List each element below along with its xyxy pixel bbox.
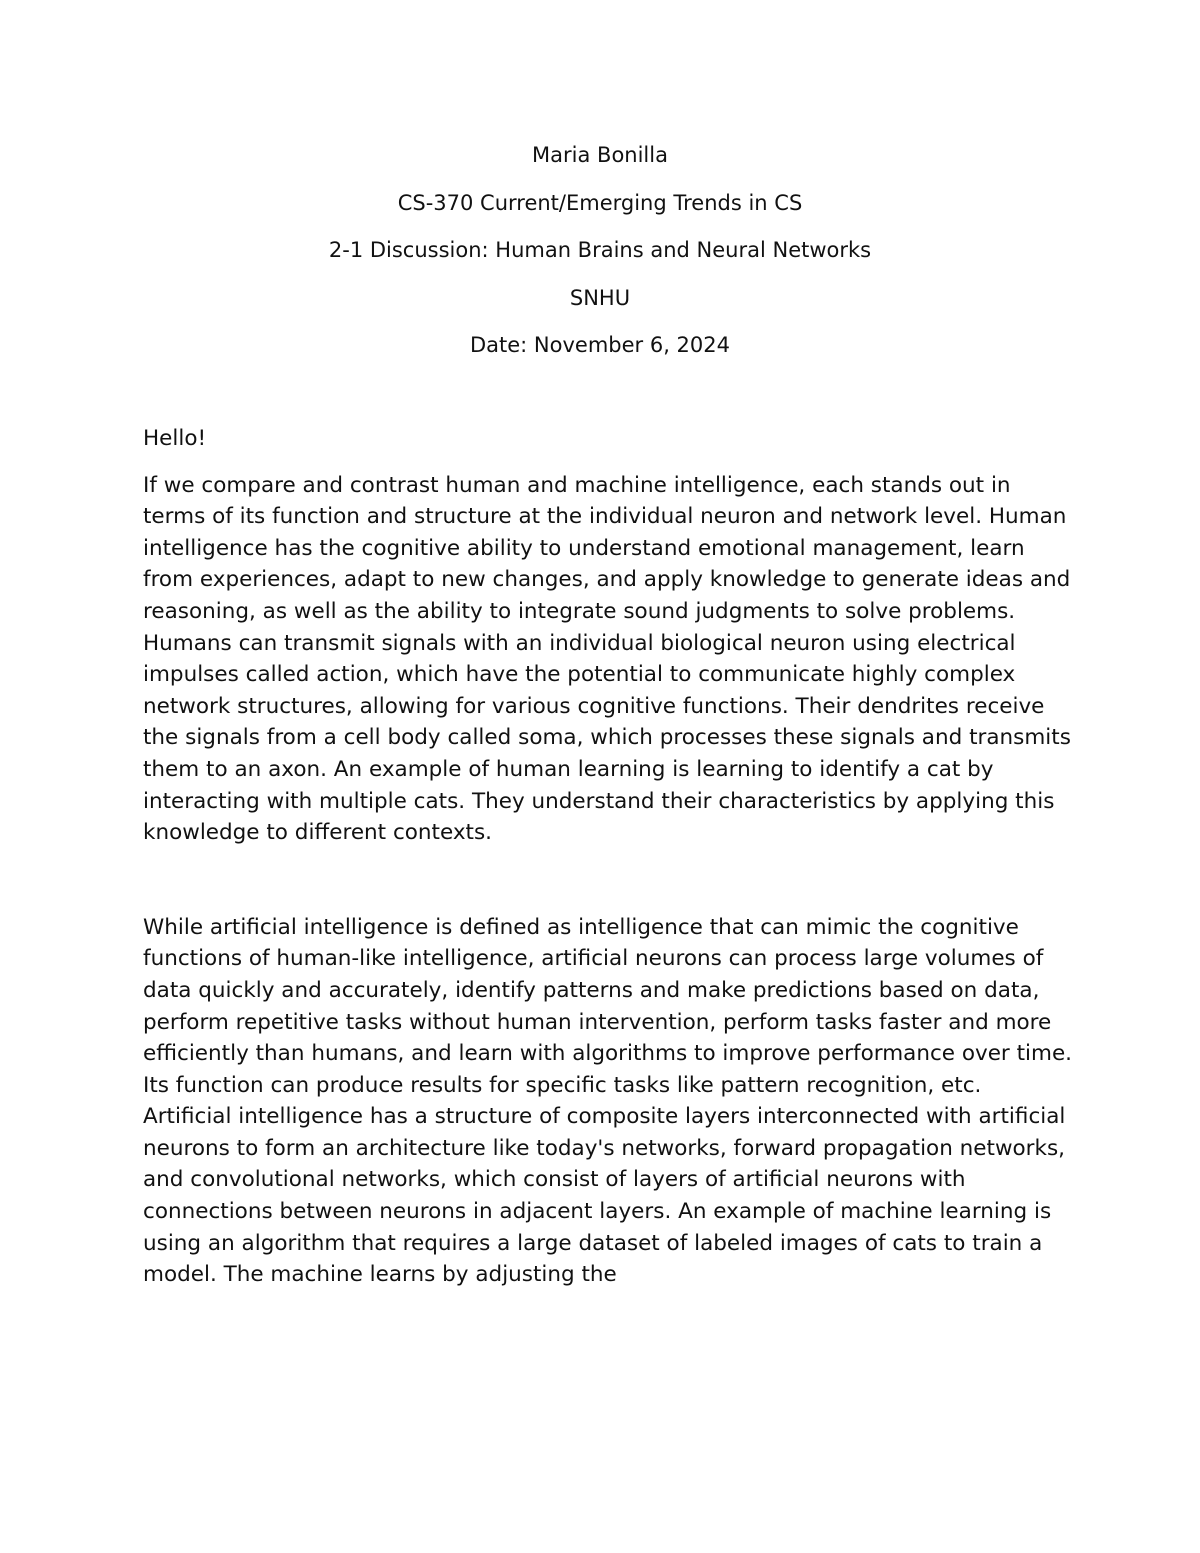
institution-name: SNHU xyxy=(569,285,631,310)
course-title: CS-370 Current/Emerging Trends in CS xyxy=(397,190,803,215)
document-date: Date: November 6, 2024 xyxy=(469,333,731,357)
author-name: Maria Bonilla xyxy=(532,143,668,167)
paragraph-artificial-intelligence: While artificial intelligence is defined as intelligence that can mimic the cognitive functions of human-like intelligence, artificial neurons can process large volumes of data quickly and accurately, identify patterns and make predictions based on data, perform repetitive tasks without human intervention, perform tasks faster and more efficiently than humans, and learn with algorithms to improve performance over time. Its function can produce results for specific tasks like pattern recognition, etc. Artificial intelligence has a structure of composite layers interconnected with artificial neurons to form an architecture like today's networks, forward propagation networks, and convolutional networks, which consist of layers of artificial neurons with connections between neurons in adjacent layers. An example of machine learning is using an algorithm that requires a large dataset of labeled images of cats to train a model. The machine learns by adjusting the xyxy=(143,914,1073,1288)
paragraph-human-intelligence: If we compare and contrast human and machine intelligence, each stands out in terms of its function and structure at the individual neuron and network level. Human intelligence has the cognitive ability to understand emotional management, learn from experiences, adapt to new changes, and apply knowledge to generate ideas and reasoning, as well as the ability to integrate sound judgments to solve problems. Humans can transmit signals with an individual biological neuron using electrical impulses called action, which have the potential to communicate highly complex network structures, allowing for various cognitive functions. Their dendrites receive the signals from a cell body called soma, which processes these signals and transmits them to an axon. An example of human learning is learning to identify a cat by interacting with multiple cats. They understand their characteristics by applying this knowledge to different contexts. xyxy=(143,472,1071,846)
assignment-title: 2-1 Discussion: Human Brains and Neural Networks xyxy=(328,238,872,262)
greeting: Hello! xyxy=(143,426,207,451)
title-block xyxy=(0,140,1200,378)
document-body xyxy=(143,423,1073,1291)
